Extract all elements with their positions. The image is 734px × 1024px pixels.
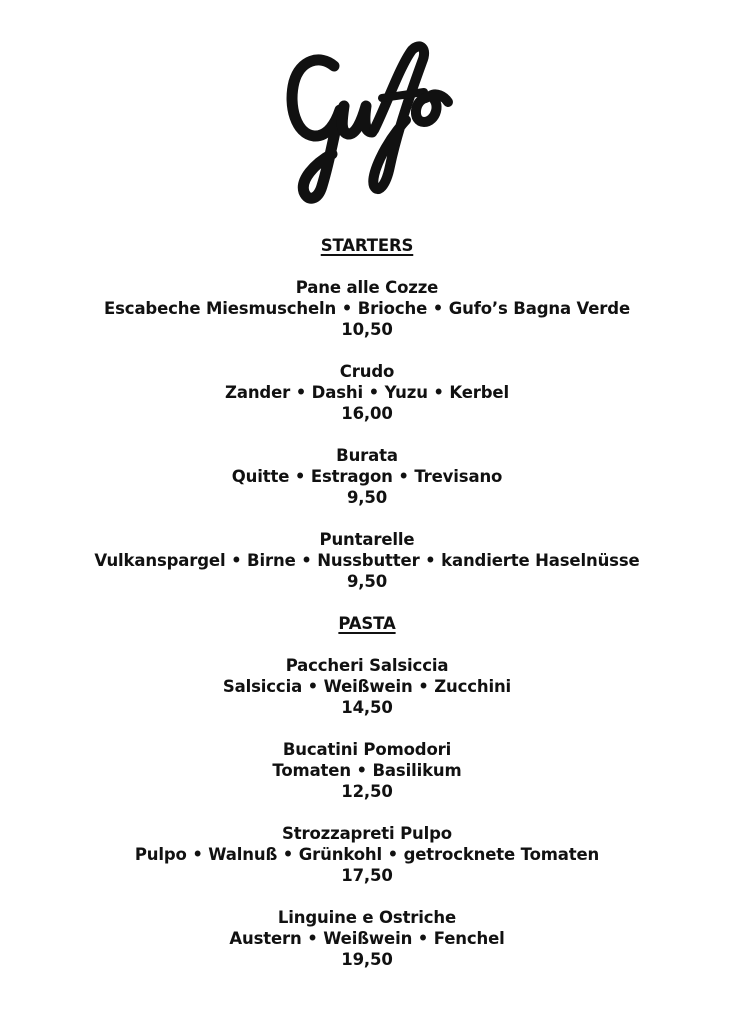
dish-item — [0, 739, 734, 802]
gufo-script-logo-icon — [274, 36, 460, 212]
dish-item — [0, 529, 734, 592]
dish-name: Linguine e Ostriche — [277, 908, 457, 927]
dish-name: Strozzapreti Pulpo — [282, 824, 452, 843]
dish-price: 16,00 — [341, 404, 393, 423]
section-title-starters: STARTERS — [320, 236, 414, 255]
dish-price: 14,50 — [341, 698, 393, 717]
dish-price: 9,50 — [346, 572, 388, 591]
dish-name: Puntarelle — [319, 530, 415, 549]
dish-ingredients: Pulpo • Walnuß • Grünkohl • getrocknete Tomaten — [134, 845, 600, 864]
dish-ingredients: Tomaten • Basilikum — [272, 761, 462, 780]
menu — [0, 235, 734, 991]
dish-ingredients: Escabeche Miesmuscheln • Brioche • Gufo’s Bagna Verde — [104, 299, 630, 318]
dish-price: 9,50 — [346, 488, 388, 507]
section-title-pasta: PASTA — [338, 614, 396, 633]
dish-item — [0, 823, 734, 886]
dish-ingredients: Salsiccia • Weißwein • Zucchini — [222, 677, 512, 696]
dish-item — [0, 655, 734, 718]
gufo-logo — [274, 36, 460, 212]
dish-name: Pane alle Cozze — [295, 278, 439, 297]
dish-price: 19,50 — [341, 950, 393, 969]
dish-name: Paccheri Salsiccia — [285, 656, 449, 675]
dish-item — [0, 445, 734, 508]
dish-name: Bucatini Pomodori — [282, 740, 452, 759]
dish-item — [0, 277, 734, 340]
dish-price: 10,50 — [341, 320, 393, 339]
dish-ingredients: Quitte • Estragon • Trevisano — [231, 467, 503, 486]
dish-name: Burata — [336, 446, 398, 465]
dish-item — [0, 361, 734, 424]
dish-ingredients: Vulkanspargel • Birne • Nussbutter • kandierte Haselnüsse — [94, 551, 640, 570]
dish-ingredients: Zander • Dashi • Yuzu • Kerbel — [225, 383, 509, 402]
dish-ingredients: Austern • Weißwein • Fenchel — [229, 929, 505, 948]
dish-price: 17,50 — [341, 866, 393, 885]
dish-item — [0, 907, 734, 970]
dish-name: Crudo — [339, 362, 395, 381]
dish-price: 12,50 — [341, 782, 393, 801]
